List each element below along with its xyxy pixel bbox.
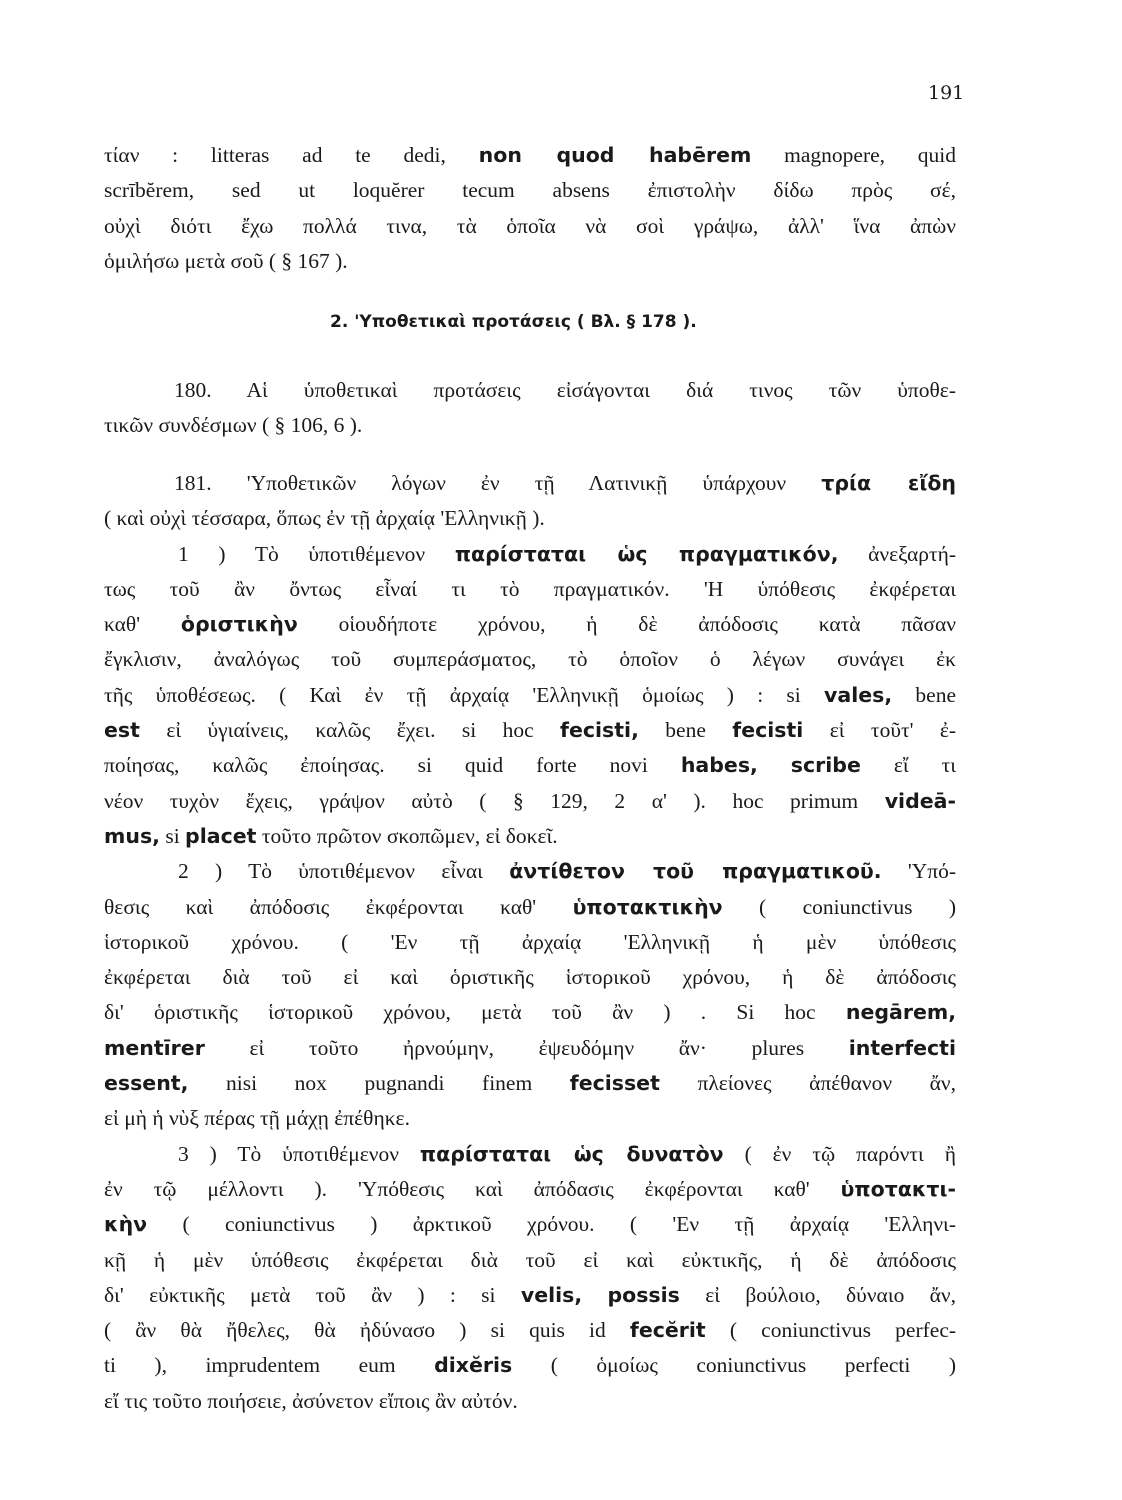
bold-phrase: fecisti,: [560, 718, 639, 743]
text-line: νέον τυχὸν ἔχεις, γράψον αὐτὸ ( § 129, 2 α' ). hoc primum videā-: [104, 788, 956, 813]
bold-phrase: est: [104, 718, 140, 743]
text-line: mentīrer εἰ τοῦτο ἠρνούμην, ἐψευδόμην ἄν· plures interfecti: [104, 1035, 956, 1060]
text-line: ὁμιλήσω μετὰ σοῦ ( § 167 ).: [104, 248, 348, 273]
text-line: 180. Αἱ ὑποθετικαὶ προτάσεις εἰσάγονται διά τινος τῶν ὑποθε-: [174, 378, 956, 402]
bold-phrase: videā-: [884, 788, 956, 813]
bold-phrase: τρία εἴδη: [821, 471, 956, 495]
bold-phrase: vales,: [824, 682, 893, 707]
text-line: τίαν : litteras ad te dedi, non quod habērem magnopere, quid: [104, 143, 956, 167]
text-line: τικῶν συνδέσμων ( § 106, 6 ).: [104, 413, 363, 438]
paragraph-181: [104, 466, 956, 1419]
bold-phrase: possis: [607, 1282, 680, 1307]
top-paragraph: [104, 138, 956, 279]
page-number: 191: [928, 82, 965, 104]
text-line: καθ' ὁριστικὴν οἱουδήποτε χρόνου, ἡ δὲ ἀπόδοσις κατὰ πᾶσαν: [104, 612, 956, 637]
text-line: ti ), imprudentem eum dixĕris ( ὁμοίως coniunctivus perfecti ): [104, 1353, 956, 1378]
section-heading: 2. 'Υποθετικαὶ προτάσεις ( Βλ. § 178 ).: [330, 312, 697, 332]
text-line: εἰ μὴ ἡ νὺξ πέρας τῇ μάχῃ ἐπέθηκε.: [104, 1106, 410, 1131]
text-line: οὐχὶ διότι ἔχω πολλά τινα, τὰ ὁποῖα νὰ σοὶ γράψω, ἀλλ' ἵνα ἀπὼν: [104, 213, 956, 238]
text-line: ( καὶ οὐχὶ τέσσαρα, ὅπως ἐν τῇ ἀρχαίᾳ 'Ελληνικῇ ).: [104, 506, 545, 531]
bold-phrase: essent,: [104, 1071, 189, 1096]
text-line: ἐν τῷ μέλλοντι ). 'Υπόθεσις καὶ ἀπόδασις ἐκφέρονται καθ' ὑποτακτι-: [104, 1176, 956, 1201]
text-line: scrībĕrem, sed ut loquĕrer tecum absens ἐπιστολὴν δίδω πρὸς σέ,: [104, 178, 956, 203]
bold-phrase: ὑποτακτι-: [840, 1176, 956, 1201]
text-line: δι' ὁριστικῆς ἱστορικοῦ χρόνου, μετὰ τοῦ ἂν ) . Si hoc negārem,: [104, 1000, 956, 1025]
text-line: essent, nisi nox pugnandi finem fecisset πλείονες ἀπέθανον ἄν,: [104, 1071, 956, 1096]
bold-phrase: ὁριστικὴν: [180, 612, 298, 637]
bold-phrase: παρίσταται ὡς πραγματικόν,: [454, 541, 839, 566]
text-line: est εἰ ὑγιαίνεις, καλῶς ἔχει. si hoc fecisti, bene fecisti εἰ τοῦτ' ἐ-: [104, 718, 956, 743]
bold-phrase: ὑποτακτικὴν: [572, 894, 723, 919]
bold-phrase: mus,: [104, 823, 160, 848]
text-line: 1 ) Τὸ ὑποτιθέμενον παρίσταται ὡς πραγματικόν, ἀνεξαρτή-: [178, 541, 956, 566]
text-line: δι' εὐκτικῆς μετὰ τοῦ ἂν ) : si velis, possis εἰ βούλοιο, δύναιο ἄν,: [104, 1282, 956, 1307]
bold-phrase: fecĕrit: [629, 1318, 706, 1343]
text-line: κὴν ( coniunctivus ) ἀρκτικοῦ χρόνου. ( 'Εν τῇ ἀρχαίᾳ 'Ελληνι-: [104, 1212, 956, 1237]
text-line: τῆς ὑποθέσεως. ( Καὶ ἐν τῇ ἀρχαίᾳ 'Ελληνικῇ ὁμοίως ) : si vales, bene: [104, 682, 956, 707]
text-line: ( ἂν θὰ ἤθελες, θὰ ἠδύνασο ) si quis id fecĕrit ( coniunctivus perfec-: [104, 1318, 956, 1343]
text-line: 2 ) Τὸ ὑποτιθέμενον εἶναι ἀντίθετον τοῦ πραγματικοῦ. 'Υπό-: [178, 859, 956, 884]
text-line: τως τοῦ ἂν ὄντως εἶναί τι τὸ πραγματικόν. 'Η ὑπόθεσις ἐκφέρεται: [104, 576, 956, 601]
bold-phrase: habes,: [680, 753, 758, 778]
bold-phrase: placet: [185, 823, 257, 848]
bold-phrase: non quod habērem: [478, 143, 752, 167]
bold-phrase: dixĕris: [434, 1353, 513, 1378]
bold-phrase: negārem,: [845, 1000, 956, 1025]
bold-phrase: interfecti: [848, 1035, 956, 1060]
text-line: 3 ) Τὸ ὑποτιθέμενον παρίσταται ὡς δυνατὸν ( ἐν τῷ παρόντι ἢ: [178, 1141, 956, 1166]
bold-phrase: fecisti: [732, 718, 804, 743]
bold-phrase: παρίσταται ὡς δυνατὸν: [419, 1141, 724, 1166]
bold-phrase: scribe: [790, 753, 861, 778]
bold-phrase: fecisset: [569, 1071, 660, 1096]
text-line: ἔγκλισιν, ἀναλόγως τοῦ συμπεράσματος, τὸ ὁποῖον ὁ λέγων συνάγει ἐκ: [104, 647, 956, 672]
paragraph-180: [104, 373, 956, 444]
text-line: εἴ τις τοῦτο ποιήσειε, ἀσύνετον εἴποις ἂν αὐτόν.: [104, 1388, 518, 1413]
bold-phrase: κὴν: [104, 1212, 148, 1237]
text-line: ἐκφέρεται διὰ τοῦ εἰ καὶ ὁριστικῆς ἱστορικοῦ χρόνου, ἡ δὲ ἀπόδοσις: [104, 965, 956, 990]
text-line: 181. 'Υποθετικῶν λόγων ἐν τῇ Λατινικῇ ὑπάρχουν τρία εἴδη: [174, 471, 956, 495]
bold-phrase: ἀντίθετον τοῦ πραγματικοῦ.: [509, 859, 882, 884]
text-line: ἱστορικοῦ χρόνου. ( 'Εν τῇ ἀρχαίᾳ 'Ελληνικῇ ἡ μὲν ὑπόθεσις: [104, 929, 956, 954]
text-line: ποίησας, καλῶς ἐποίησας. si quid forte novi habes, scribe εἴ τι: [104, 753, 956, 778]
bold-phrase: mentīrer: [104, 1035, 205, 1060]
text-line: θεσις καὶ ἀπόδοσις ἐκφέρονται καθ' ὑποτακτικὴν ( coniunctivus ): [104, 894, 956, 919]
bold-phrase: velis,: [520, 1282, 583, 1307]
text-line: mus, si placet τοῦτο πρῶτον σκοπῶμεν, εἰ δοκεῖ.: [104, 823, 558, 848]
text-line: κῇ ἡ μὲν ὑπόθεσις ἐκφέρεται διὰ τοῦ εἰ καὶ εὐκτικῆς, ἡ δὲ ἀπόδοσις: [104, 1247, 956, 1272]
